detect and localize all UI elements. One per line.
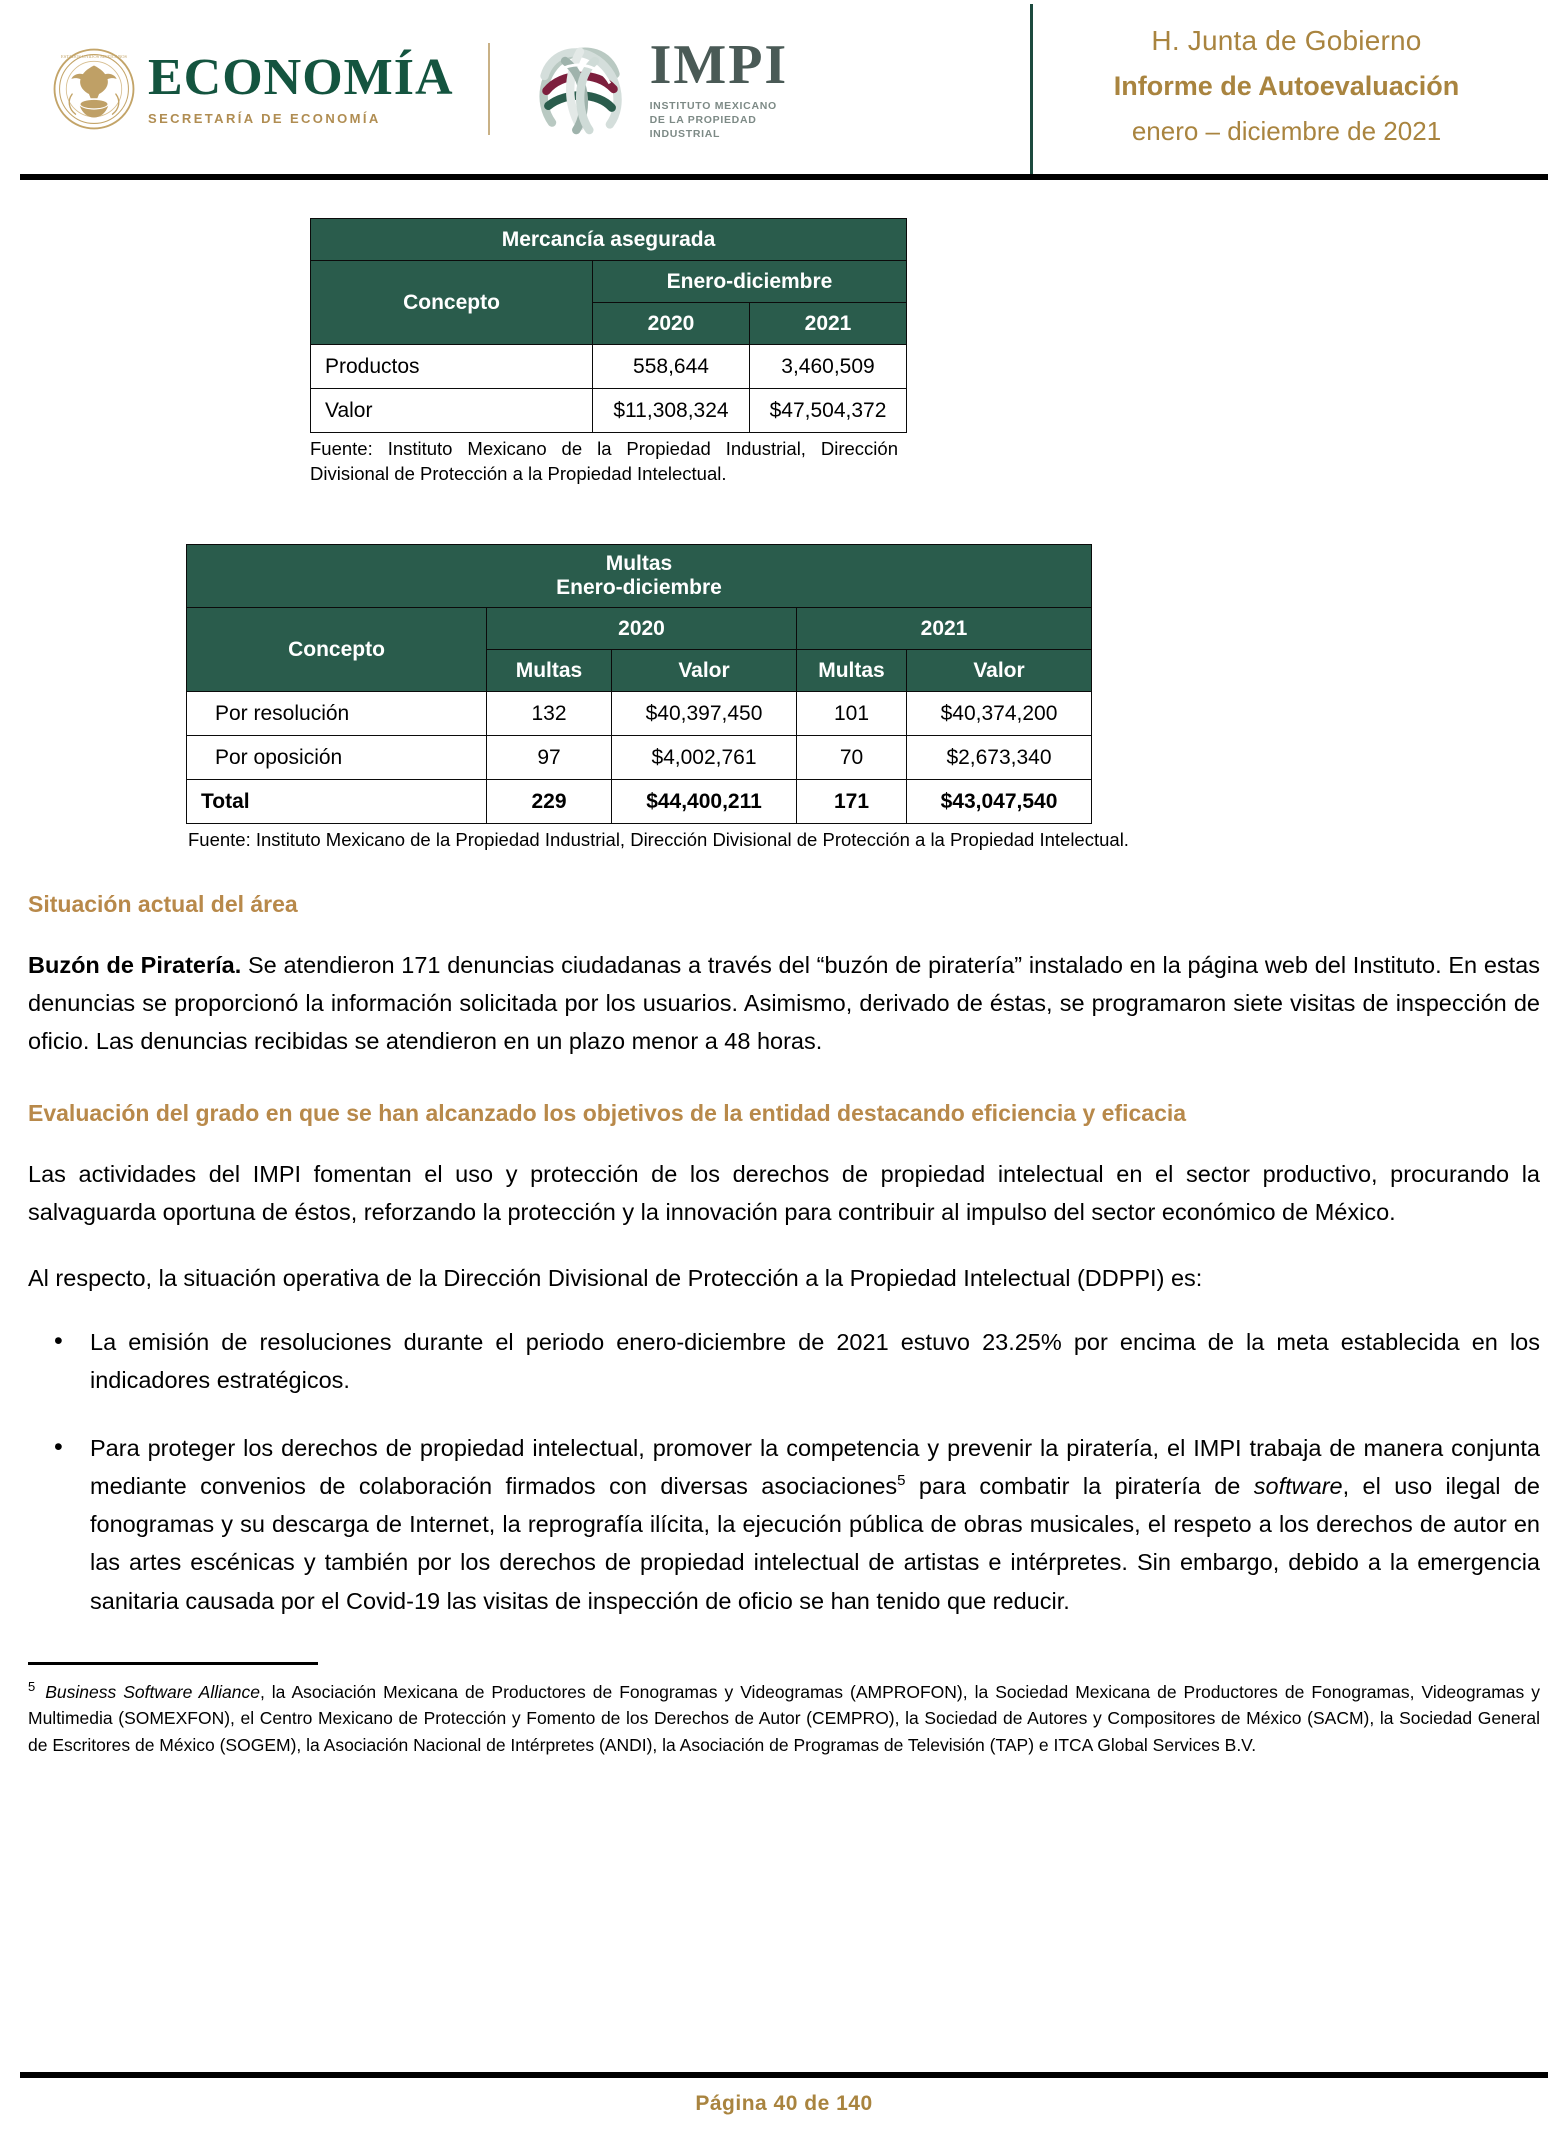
footnote-reference-5: 5 bbox=[897, 1472, 906, 1490]
multas-row-2-multas-2021: 171 bbox=[797, 780, 907, 824]
header-title-junta: H. Junta de Gobierno bbox=[1151, 25, 1422, 56]
multas-row-1-concepto: Por oposición bbox=[187, 736, 487, 780]
paragraph-actividades-impi: Las actividades del IMPI fomentan el uso y protección de los derechos de propiedad intelectual en el sector productivo, procurando la salvaguarda oportuna de éstos, reforzando la protección y la innovación para contribuir al impulso del sector económico de México. bbox=[28, 1160, 1540, 1226]
mercancia-source-note: Fuente: Instituto Mexicano de la Propiedad Industrial, Dirección Divisional de Protección a la Propiedad Intelectual. bbox=[310, 438, 898, 484]
multas-row-1-valor-2020: $4,002,761 bbox=[612, 736, 797, 780]
section-heading-evaluacion: Evaluación del grado en que se han alcanzado los objetivos de la entidad destacando eficiencia y eficacia bbox=[28, 1099, 1187, 1126]
multas-title-line-2: Enero-diciembre bbox=[556, 576, 722, 600]
multas-row-2-valor-2021: $43,047,540 bbox=[907, 780, 1092, 824]
header-bottom-rule bbox=[20, 174, 1548, 180]
economia-title: ECONOMÍA bbox=[148, 49, 454, 106]
footnote-marker: 5 bbox=[28, 1678, 36, 1694]
multas-subheader-multas-2020: Multas bbox=[487, 650, 612, 692]
multas-row-0-valor-2020: $40,397,450 bbox=[612, 692, 797, 736]
bullet-2-text-part1: Para proteger los derechos de propiedad intelectual, promover la competencia y prevenir la piratería, el IMPI trabaja de manera conjunta mediante convenios de colaboración firmados con diversas asociaciones bbox=[90, 1435, 1540, 1500]
multas-table bbox=[186, 544, 1092, 824]
list-item bbox=[28, 1323, 1540, 1399]
buzon-body-text: Se atendieron 171 denuncias ciudadanas a través del “buzón de piratería” instalado en la página web del Instituto. En estas denuncias se proporcionó la información solicitada por los usuarios. Asimismo, derivado de éstas, se programaron siete visitas de inspección de oficio. Las denuncias recibidas se atendieron en un plazo menor a 48 horas. bbox=[28, 951, 1540, 1054]
footer-rule bbox=[20, 2072, 1548, 2078]
multas-concepto-header: Concepto bbox=[187, 608, 487, 692]
table-row bbox=[187, 692, 1092, 736]
bullet-2-italic-software: software bbox=[1253, 1473, 1343, 1500]
ddppi-bullet-list bbox=[28, 1323, 1540, 1619]
header-title-period: enero – diciembre de 2021 bbox=[1131, 116, 1442, 146]
mercancia-row-1-concepto: Valor bbox=[311, 389, 593, 433]
mercancia-year-2021-header: 2021 bbox=[750, 303, 907, 345]
multas-row-2-valor-2020: $44,400,211 bbox=[612, 780, 797, 824]
multas-table-title bbox=[187, 545, 1092, 608]
mercancia-table-container bbox=[310, 218, 906, 433]
multas-subheader-valor-2021: Valor bbox=[907, 650, 1092, 692]
mercancia-asegurada-table bbox=[310, 218, 907, 433]
mercancia-row-1-2021: $47,504,372 bbox=[750, 389, 907, 433]
footnote-5 bbox=[28, 1679, 1540, 1759]
logo-separator bbox=[488, 43, 490, 135]
table-header-row bbox=[311, 219, 907, 261]
header-logos bbox=[34, 0, 1030, 178]
impi-subtitle bbox=[650, 99, 789, 142]
impi-knot-logo-icon bbox=[524, 33, 636, 145]
bullet-2-text-part3: , el uso ilegal de fonogramas y su descarga de Internet, la reprografía ilícita, la ejecución pública de obras musicales, el respeto a los derechos de autor en las artes escénicas y también por los derechos de propiedad intelectual de artistas e intérpretes. Sin embargo, debido a la emergencia sanitaria causada por el Covid-19 las visitas de inspección de oficio se han tenido que reducir. bbox=[90, 1473, 1540, 1614]
table-row bbox=[187, 736, 1092, 780]
section-heading-situacion: Situación actual del área bbox=[28, 890, 298, 917]
buzon-label: Buzón de Piratería. bbox=[28, 951, 242, 978]
multas-row-1-valor-2021: $2,673,340 bbox=[907, 736, 1092, 780]
footnote-italic-lead: Business Software Alliance bbox=[45, 1681, 260, 1702]
page-footer bbox=[20, 2072, 1548, 2116]
mercancia-row-0-2020: 558,644 bbox=[593, 345, 750, 389]
mercancia-row-0-concepto: Productos bbox=[311, 345, 593, 389]
table-row bbox=[187, 780, 1092, 824]
multas-row-0-multas-2020: 132 bbox=[487, 692, 612, 736]
list-item bbox=[28, 1429, 1540, 1619]
footnote-body-text: , la Asociación Mexicana de Productores de Fonogramas y Videogramas (AMPROFON), la Sociedad Mexicana de Productores de Fonogramas, Videogramas y Multimedia (SOMEXFON), el Centro Mexicano de Protección y Fomento de los Derechos de Autor (CEMPRO), la Sociedad de Autores y Compositores de México (SACM), la Sociedad General de Escritores de México (SOGEM), la Asociación Nacional de Intérpretes (ANDI), la Asociación de Programas de Televisión (TAP) e ITCA Global Services B.V. bbox=[28, 1681, 1540, 1755]
impi-subtitle-line-1: INSTITUTO MEXICANO bbox=[649, 99, 777, 112]
multas-year-2020-header: 2020 bbox=[487, 608, 797, 650]
header-report-title bbox=[1033, 0, 1540, 178]
multas-row-0-concepto: Por resolución bbox=[187, 692, 487, 736]
page-header bbox=[0, 0, 1568, 178]
page-content bbox=[0, 218, 1568, 1758]
table-header-row bbox=[187, 608, 1092, 650]
multas-source-note: Fuente: Instituto Mexicano de la Propiedad Industrial, Dirección Divisional de Protección a la Propiedad Intelectual. bbox=[188, 829, 1129, 851]
multas-row-1-multas-2020: 97 bbox=[487, 736, 612, 780]
table-row bbox=[311, 389, 907, 433]
bullet-1-text: La emisión de resoluciones durante el periodo enero-diciembre de 2021 estuvo 23.25% por encima de la meta establecida en los indicadores estratégicos. bbox=[90, 1329, 1540, 1394]
mercancia-concepto-header: Concepto bbox=[311, 261, 593, 345]
footnote-separator-rule bbox=[28, 1662, 318, 1665]
paragraph-al-respecto: Al respecto, la situación operativa de la Dirección Divisional de Protección a la Propiedad Intelectual (DDPPI) es: bbox=[28, 1265, 1203, 1292]
economia-wordmark bbox=[148, 49, 454, 126]
multas-row-0-valor-2021: $40,374,200 bbox=[907, 692, 1092, 736]
mexican-coat-of-arms-icon bbox=[52, 47, 136, 131]
multas-row-0-multas-2021: 101 bbox=[797, 692, 907, 736]
paragraph-buzon-pirateria bbox=[28, 946, 1540, 1060]
svg-text:ESTADOS UNIDOS MEXICANOS: ESTADOS UNIDOS MEXICANOS bbox=[60, 53, 128, 59]
page-number: Página 40 de 140 bbox=[695, 2092, 873, 2115]
mercancia-period-header: Enero-diciembre bbox=[593, 261, 907, 303]
multas-table-container bbox=[186, 544, 1058, 824]
mercancia-table-title: Mercancía asegurada bbox=[311, 219, 907, 261]
table-header-row bbox=[187, 545, 1092, 608]
economia-subtitle: SECRETARÍA DE ECONOMÍA bbox=[148, 111, 381, 126]
impi-title: IMPI bbox=[649, 33, 789, 96]
multas-title-line-1: Multas bbox=[605, 552, 673, 576]
multas-row-2-multas-2020: 229 bbox=[487, 780, 612, 824]
multas-row-1-multas-2021: 70 bbox=[797, 736, 907, 780]
mercancia-row-1-2020: $11,308,324 bbox=[593, 389, 750, 433]
bullet-2-text-part2: para combatir la piratería de bbox=[905, 1473, 1254, 1500]
impi-subtitle-line-2: DE LA PROPIEDAD bbox=[649, 113, 757, 126]
impi-subtitle-line-3: INDUSTRIAL bbox=[649, 128, 721, 141]
mercancia-year-2020-header: 2020 bbox=[593, 303, 750, 345]
multas-subheader-valor-2020: Valor bbox=[612, 650, 797, 692]
multas-year-2021-header: 2021 bbox=[797, 608, 1092, 650]
impi-wordmark bbox=[649, 33, 789, 142]
table-header-row bbox=[311, 261, 907, 303]
multas-subheader-multas-2021: Multas bbox=[797, 650, 907, 692]
header-title-informe: Informe de Autoevaluación bbox=[1113, 71, 1460, 101]
mercancia-row-0-2021: 3,460,509 bbox=[750, 345, 907, 389]
multas-row-2-concepto: Total bbox=[187, 780, 487, 824]
table-row bbox=[311, 345, 907, 389]
